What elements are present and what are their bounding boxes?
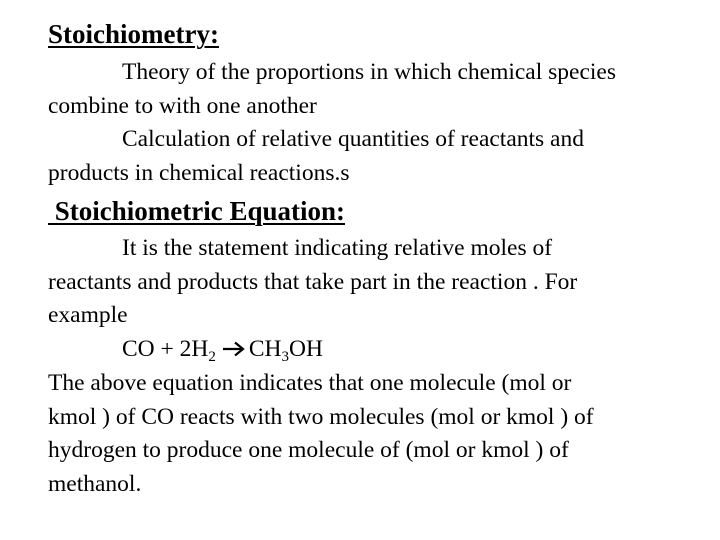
definition-2-line-2: products in chemical reactions.s — [48, 159, 350, 186]
methyl-subscript: 3 — [281, 348, 290, 365]
definition-2-line-1: Calculation of relative quantities of reactants and — [122, 126, 584, 152]
equation-block — [48, 232, 708, 366]
equation-reactants: CO + 2H — [122, 335, 209, 362]
heading-stoichiometric-equation: Stoichiometric Equation: — [48, 196, 345, 226]
definitions-block — [48, 56, 708, 190]
equation-intro-line-2: reactants and products that take part in the reaction . For — [48, 268, 578, 295]
equation-intro-line-1: It is the statement indicating relative moles of — [122, 235, 553, 261]
explanation-line-1: The above equation indicates that one molecule (mol or — [48, 370, 572, 396]
chemical-equation — [48, 333, 708, 367]
explanation-line-2: kmol ) of CO reacts with two molecules (mol or kmol ) of — [48, 403, 594, 430]
explanation-line-3: hydrogen to produce one molecule of (mol or kmol ) of — [48, 437, 569, 463]
explanation-block — [48, 367, 708, 501]
explanation-line-4: methanol. — [48, 470, 142, 497]
equation-intro-line-3: example — [48, 302, 128, 328]
equation-product-part-b: OH — [289, 335, 323, 362]
heading-stoichiometry: Stoichiometry: — [48, 19, 219, 49]
definition-1-line-1: Theory of the proportions in which chemical species — [122, 59, 617, 85]
definition-1-line-2: combine to with one another — [48, 92, 317, 119]
hydrogen-subscript: 2 — [208, 348, 216, 365]
right-arrow-icon — [222, 341, 248, 357]
equation-product-part-a: CH — [248, 335, 282, 362]
